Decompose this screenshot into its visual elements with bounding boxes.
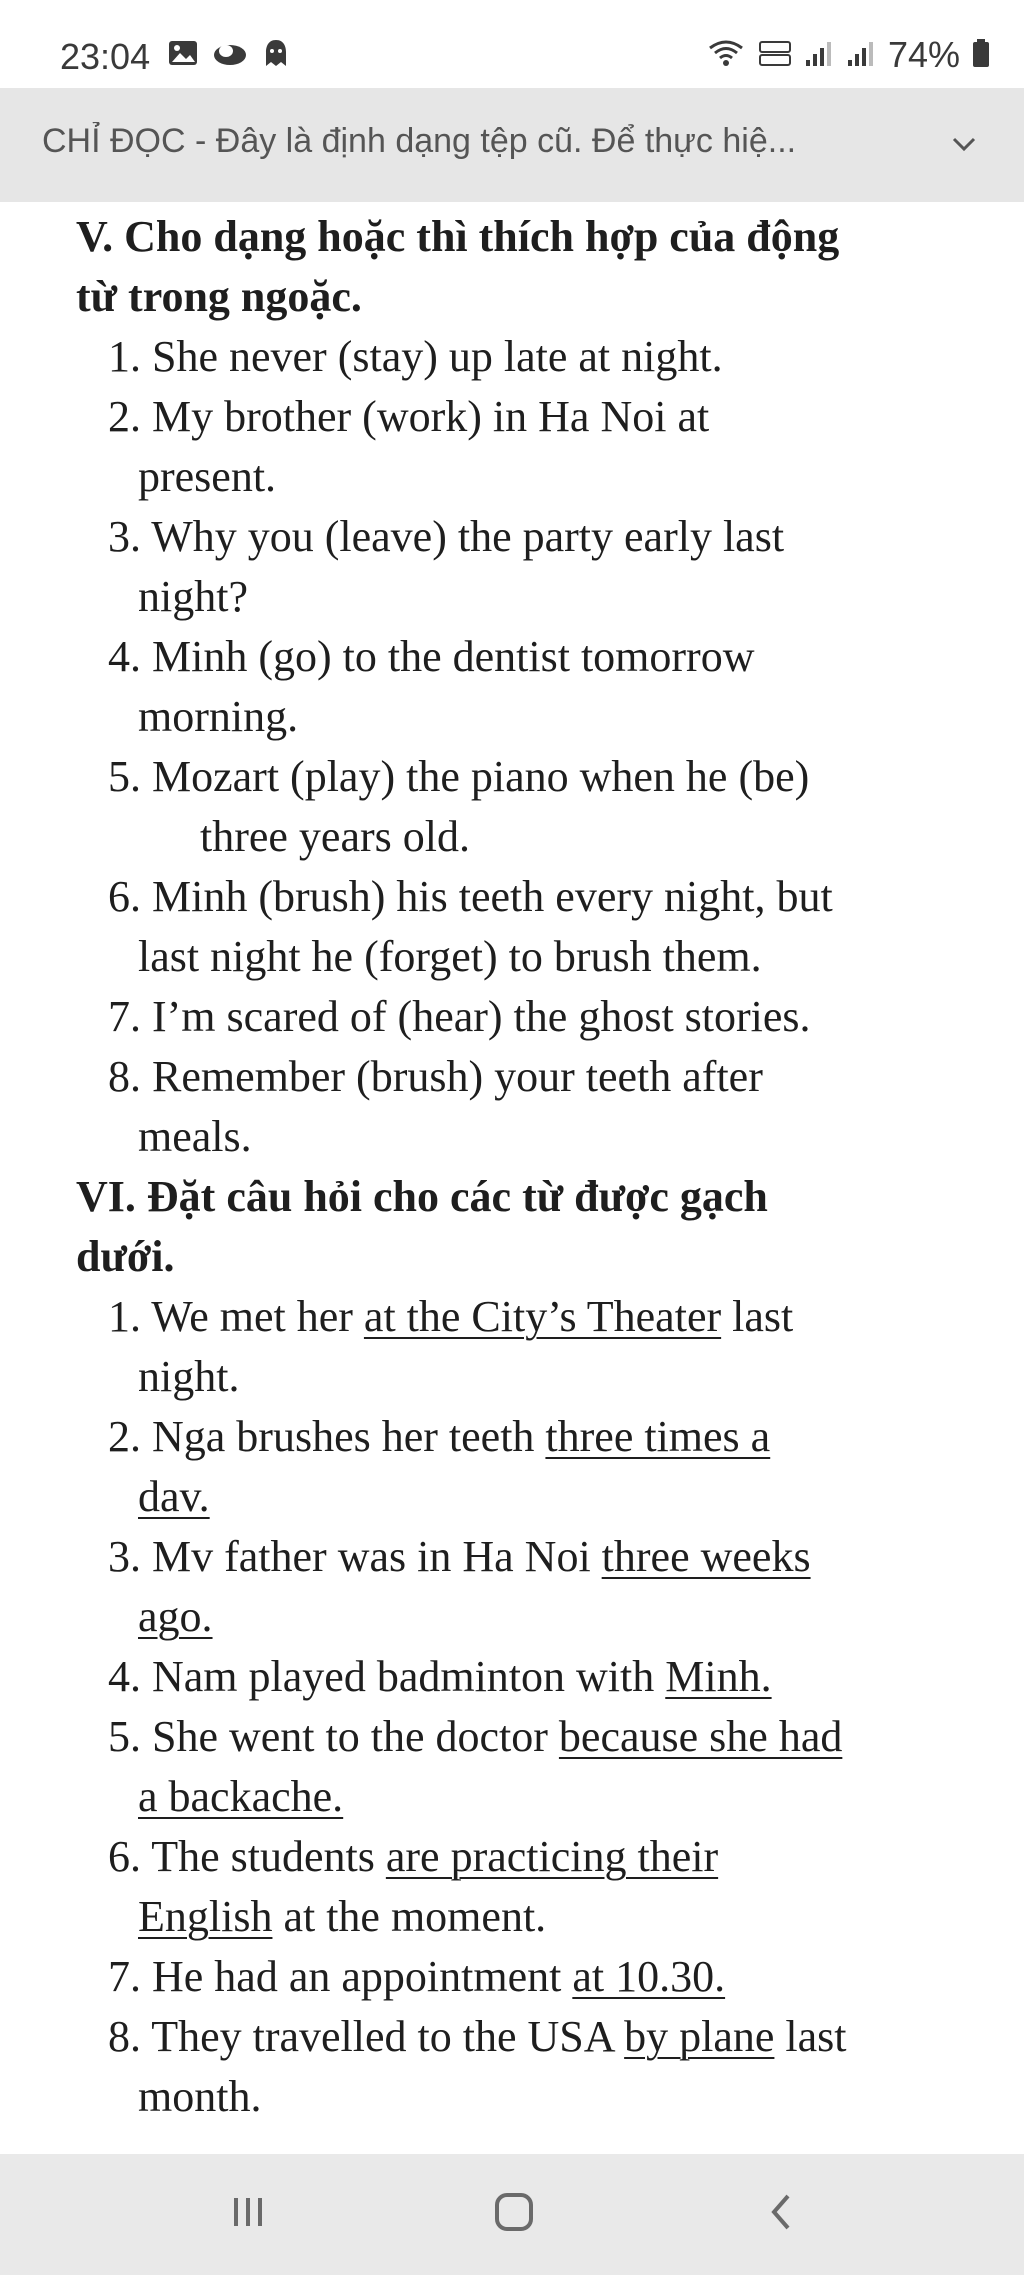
underlined-phrase: a backache.	[138, 1772, 344, 1821]
back-button[interactable]	[742, 2184, 822, 2244]
exercise-item-continued: night?	[138, 572, 248, 621]
exercise-item-continued: month.	[138, 2072, 262, 2121]
home-icon	[492, 2190, 536, 2239]
exercise-item: 8. They travelled to the USA by plane last	[108, 2012, 847, 2061]
underlined-phrase: English	[138, 1892, 273, 1941]
wifi-icon	[706, 38, 746, 73]
exercise-item: 2. My brother (work) in Ha Noi at	[108, 392, 710, 441]
exercise-item: 4. Nam played badminton with Minh.	[108, 1652, 772, 1701]
exercise-item-continued	[138, 1467, 210, 1527]
exercise-item: 3. Why you (leave) the party early last	[108, 512, 785, 561]
recent-apps-button[interactable]	[208, 2184, 288, 2244]
signal-icon	[846, 38, 876, 73]
underlined-phrase: Minh.	[665, 1652, 772, 1701]
exercise-item: 2. Nga brushes her teeth three times a	[108, 1412, 771, 1461]
status-bar	[0, 0, 1024, 88]
exercise-item: 5. Mozart (play) the piano when he (be)	[108, 752, 810, 801]
exercise-item-continued: three years old.	[200, 812, 470, 861]
read-only-message: CHỈ ĐỌC - Đây là định dạng tệp cũ. Để thực hiệ...	[42, 122, 797, 160]
section-heading: V. Cho dạng hoặc thì thích hợp của động	[76, 212, 840, 261]
exercise-item-continued: last night he (forget) to brush them.	[138, 932, 762, 981]
status-time: 23:04	[60, 36, 151, 77]
section-heading-continued: dưới.	[76, 1232, 175, 1281]
exercise-item-continued: morning.	[138, 692, 299, 741]
signal-icon	[804, 38, 834, 73]
underlined-phrase: at the City’s Theater	[363, 1292, 722, 1341]
volte-icon	[758, 38, 792, 73]
battery-percentage: 74%	[887, 34, 960, 75]
underlined-phrase: three weeks	[601, 1532, 811, 1581]
exercise-item-continued: meals.	[138, 1112, 252, 1161]
exercise-item-continued	[138, 1587, 213, 1647]
battery-icon	[972, 38, 990, 73]
back-icon	[762, 2190, 802, 2239]
section-heading: VI. Đặt câu hỏi cho các từ được gạch	[76, 1172, 768, 1221]
section-heading-continued: từ trong ngoặc.	[76, 272, 362, 321]
exercise-item: 6. Minh (brush) his teeth every night, but	[108, 872, 833, 921]
home-button[interactable]	[474, 2184, 554, 2244]
underlined-phrase: by plane	[624, 2012, 775, 2061]
exercise-item-continued: English at the moment.	[138, 1892, 547, 1941]
exercise-item-continued: present.	[138, 452, 277, 501]
exercise-item: 5. She went to the doctor because she had	[108, 1712, 843, 1761]
underlined-phrase: at 10.30.	[572, 1952, 726, 2001]
exercise-item: 8. Remember (brush) your teeth after	[108, 1052, 763, 1101]
underlined-phrase: dav.	[138, 1472, 210, 1521]
underlined-phrase: because she had	[558, 1712, 843, 1761]
chevron-down-icon[interactable]	[948, 128, 980, 165]
exercise-item: 6. The students are practicing their	[108, 1832, 719, 1881]
exercise-item: 7. He had an appointment at 10.30.	[108, 1952, 726, 2001]
document-view[interactable]	[0, 202, 1024, 2154]
cloud-icon	[212, 39, 248, 72]
underlined-phrase: are practicing their	[385, 1832, 719, 1881]
recent-apps-icon	[228, 2192, 268, 2237]
exercise-item-continued: night.	[138, 1352, 240, 1401]
underlined-phrase: three times a	[545, 1412, 771, 1461]
exercise-item: 4. Minh (go) to the dentist tomorrow	[108, 632, 755, 681]
ghost-icon	[262, 38, 290, 73]
navigation-bar	[0, 2154, 1024, 2275]
exercise-item: 7. I’m scared of (hear) the ghost stories.	[108, 992, 811, 1041]
underlined-phrase: ago.	[138, 1592, 213, 1641]
exercise-item: 1. She never (stay) up late at night.	[108, 332, 723, 381]
read-only-banner[interactable]	[0, 88, 1024, 202]
exercise-item: 1. We met her at the City’s Theater last	[108, 1292, 794, 1341]
gallery-icon	[168, 39, 198, 72]
exercise-item: 3. Mv father was in Ha Noi three weeks	[108, 1532, 811, 1581]
exercise-item-continued	[138, 1767, 343, 1827]
